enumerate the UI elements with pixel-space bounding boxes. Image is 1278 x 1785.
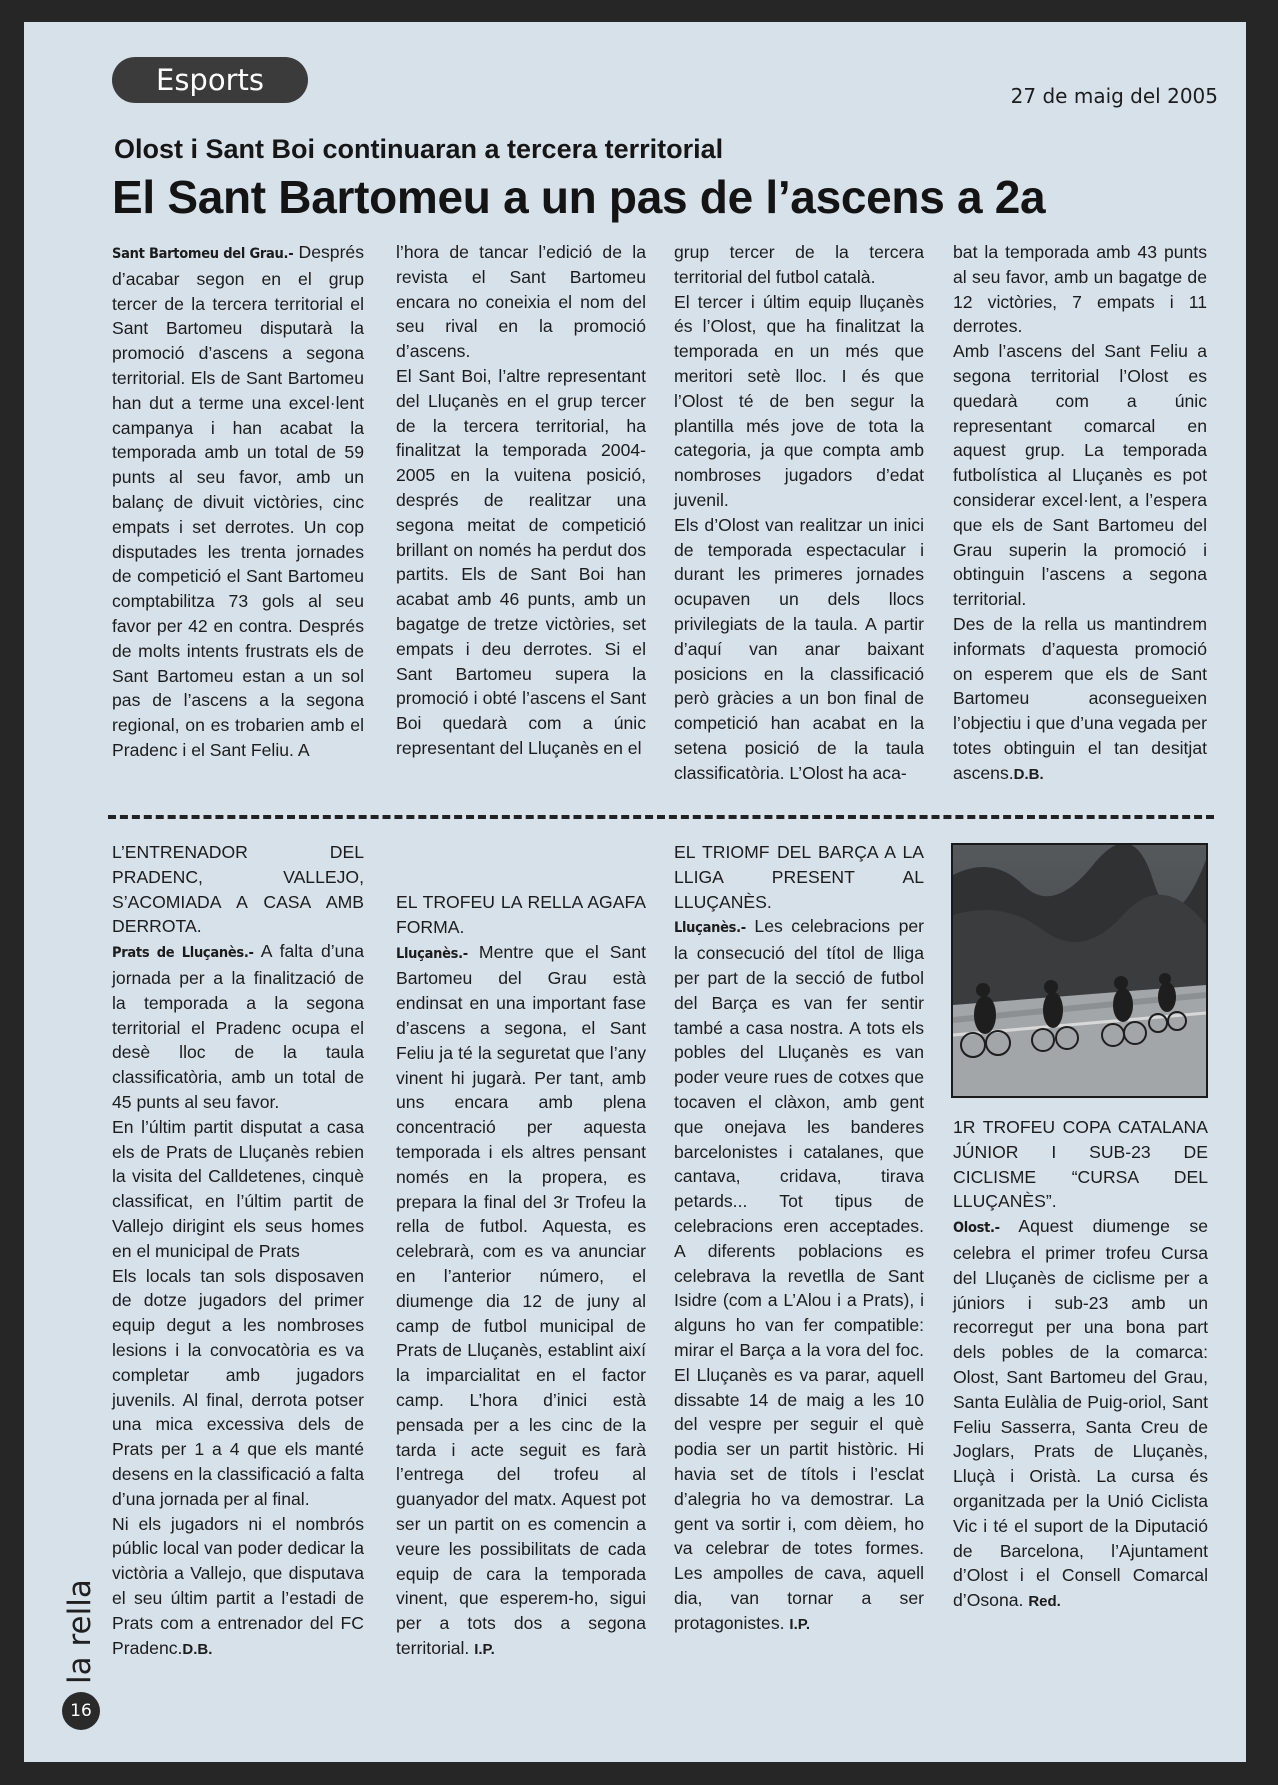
brief-barca xyxy=(674,840,924,1638)
main-article-paragraph: Des de la rella us mantindrem informats d’aquesta promoció on esperem que els de Sant Bartomeu aconsegueixen l’objectiu i que d’una vegada per totes obtinguin el tan desitjat ascens. xyxy=(953,613,1207,783)
brief-title: EL TROFEU LA RELLA AGAFA FORMA. xyxy=(396,892,646,937)
main-article-byline: Sant Bartomeu del Grau.- xyxy=(112,246,294,262)
issue-date: 27 de maig del 2005 xyxy=(1010,84,1218,108)
brief-signature: I.P. xyxy=(789,1615,810,1633)
main-article-paragraph: grup tercer de la tercera territorial del futbol català. xyxy=(674,242,924,287)
brief-byline: Lluçanès.- xyxy=(396,945,468,962)
main-article-column-3 xyxy=(674,240,924,786)
brief-text: Aquest diumenge se celebra el primer trofeu Cursa del Lluçanès de ciclisme per a júniors i sub-23 amb un recorregut per una bona part dels pobles de la comarca: Olost, Sant Bartomeu del Grau, Santa Eulàlia de Puig-oriol, Sant Feliu Sasserra, Santa Creu de Joglars, Prats de Lluçanès, Lluçà i Oristà. La cursa és organitzada per la Unió Ciclista Vic i té el suport de la Diputació de Barcelona, l’Ajuntament d’Olost i el Consell Comarcal d’Osona. xyxy=(953,1216,1208,1611)
main-article-column-4 xyxy=(953,240,1207,788)
main-article-paragraph: bat la temporada amb 43 punts al seu favor, amb un bagatge de 12 victòries, 7 empats i 11 derrotes. xyxy=(953,242,1207,337)
cyclists-image xyxy=(953,845,1206,1096)
brief-text: Les celebracions per la consecució del títol de lliga per part de la secció de futbol del Barça es van fer sentir també a casa nostra. A tots els pobles del Lluçanès es van poder veure rues de cotxes que tocaven el clàxon, amb gent que onejava les banderes barcelonistes i catalanes, que cantava, cridava, tirava petards... Tot tipus de celebracions eren acceptades. A diferents poblacions es celebrava la revetlla de Sant Isidre (com a L’Alou i a Prats), i alguns ho van fer compatible: mirar el Barça a la vora del foc. El Lluçanès es va parar, aquell dissabte 14 de maig a les 10 del vespre per seguir el què podia ser un partit històric. Hi havia set de títols i l’esclat d’alegria ho va demostrar. La gent va sortir i, com dèiem, ho va celebrar de totes formes. Les ampolles de cava, aquell dia, van tornar a ser protagonistes. xyxy=(674,916,924,1633)
brief-text: Mentre que el Sant Bartomeu del Grau està endinsat en una important fase d’ascens a segona, el Sant Feliu ja té la seguretat que l’any vinent hi jugarà. Per tant, amb uns encara amb plena concentració per aquesta temporada i els altres pensant només en la propera, es prepara la final del 3r Trofeu la rella de futbol. Aquesta, es celebrarà, com es va anunciar en l’anterior número, el diumenge dia 12 de juny al camp de futbol municipal de Prats de Lluçanès, establint així la imparcialitat en el factor camp. L’hora d’inici està pensada per a les cinc de la tarda i acte seguit es farà l’entrega del trofeu al guanyador del matx. Aquest pot ser un partit on es comencin a veure les possibilitats de cada equip de cara la temporada vinent, que esperem-ho, sigui per a tots dos a segona territorial. xyxy=(396,941,646,1658)
brief-text: Els locals tan sols disposaven de dotze jugadors del primer equip degut a les nombroses lesions i la convocatòria es va completar amb jugadors juvenils. Al final, derrota potser una mica excessiva dels de Prats per 1 a 4 que els manté desens en la classificació a falta d’una jornada per al final. xyxy=(112,1265,364,1509)
main-article-column-1 xyxy=(112,240,364,763)
brief-title: EL TRIOMF DEL BARÇA A LA LLIGA PRESENT AL LLUÇANÈS. xyxy=(674,842,924,912)
main-article-column-2 xyxy=(396,240,646,761)
brief-byline: Prats de Lluçanès.- xyxy=(112,945,254,962)
cycling-photo xyxy=(951,843,1208,1098)
article-kicker: Olost i Sant Boi continuaran a tercera territorial xyxy=(114,134,724,164)
newspaper-page xyxy=(24,22,1246,1762)
main-article-signature: D.B. xyxy=(1013,765,1044,783)
brief-byline: Olost.- xyxy=(953,1220,1000,1237)
brief-signature: I.P. xyxy=(474,1640,495,1658)
page-number: 16 xyxy=(62,1692,100,1730)
main-article-paragraph: Amb l’ascens del Sant Feliu a segona territorial l’Olost es quedarà com a únic representant comarcal en aquest grup. La temporada futbolística al Lluçanès es pot considerar excel·lent, a l’espera que els de Sant Bartomeu del Grau superin la promoció i obtinguin l’ascens a segona territorial. xyxy=(953,341,1207,610)
main-article-text: Després d’acabar segon en el grup tercer de la tercera territorial el Sant Bartomeu disputarà la promoció d’ascens a segona territorial. Els de Sant Bartomeu han dut a terme una excel·lent campanya i han acabat la temporada amb un total de 59 punts al seu favor, amb un balanç de divuit victòries, cinc empats i set derrotes. Un cop disputades les trenta jornades de competició el Sant Bartomeu comptabilitza 73 gols al seu favor per 42 en contra. Després de molts intents frustrats els de Sant Bartomeu estan a un sol pas de l’ascens a la segona regional, on es trobarien amb el Pradenc i el Sant Feliu. A xyxy=(112,242,365,760)
brief-signature: Red. xyxy=(1028,1593,1061,1611)
brief-byline: Lluçanès.- xyxy=(674,920,746,937)
brief-title: L’ENTRENADOR DEL PRADENC, VALLEJO, S’ACOMIADA A CASA AMB DERROTA. xyxy=(112,842,364,937)
brief-text: A falta d’una jornada per a la finalització de la temporada a la segona territorial el Pradenc ocupa el desè lloc de la taula classificatòria, amb un total de 45 punts al seu favor. xyxy=(112,941,365,1112)
magazine-name: la rella xyxy=(62,1579,98,1684)
main-article-paragraph: El Sant Boi, l’altre representant del Lluçanès en el grup tercer de la tercera territorial, ha finalitzat la temporada 2004-2005 en la vuitena posició, després de realitzar una segona meitat de competició brillant on només ha perdut dos partits. Els de Sant Boi han acabat amb 46 punts, amb un bagatge de tretze victòries, set empats i deu derrotes. Si el Sant Bartomeu supera la promoció i obté l’ascens el Sant Boi quedarà com a únic representant del Lluçanès en el xyxy=(396,365,646,758)
article-headline: El Sant Bartomeu a un pas de l’ascens a 2a xyxy=(112,171,1046,223)
brief-trofeu xyxy=(396,890,646,1663)
main-article-paragraph: l’hora de tancar l’edició de la revista el Sant Bartomeu encara no coneixia el nom del seu rival en la promoció d’ascens. xyxy=(396,242,646,362)
brief-text: En l’últim partit disputat a casa els de Prats de Lluçanès rebien la visita del Calldetenes, cinquè classificat, en l’últim partit de Vallejo dirigint els seus homes en el municipal de Prats xyxy=(112,1116,364,1261)
section-tag: Esports xyxy=(112,57,308,103)
section-divider xyxy=(108,815,1214,819)
brief-title: 1R TROFEU COPA CATALANA JÚNIOR I SUB-23 DE CICLISME “CURSA DEL LLUÇANÈS”. xyxy=(953,1117,1208,1212)
brief-text: Ni els jugadors ni el nombrós públic local van poder dedicar la victòria a Vallejo, que disputava el seu últim partit a l’estadi de Prats com a entrenador del FC Pradenc. xyxy=(112,1513,364,1658)
main-article-paragraph: El tercer i últim equip lluçanès és l’Olost, que ha finalitzat la temporada en un més que meritori setè lloc. I és que l’Olost té de ben segur la plantilla més jove de tota la categoria, ja que compta amb nombroses jugadors d’edat juvenil. xyxy=(674,291,924,510)
brief-signature: D.B. xyxy=(182,1640,213,1658)
main-article-paragraph: Els d’Olost van realitzar un inici de temporada espectacular i durant les primeres jornades ocupaven un dels llocs privilegiats de la taula. A partir d’aquí van anar baixant posicions en la classificació però gràcies a un bon final de competició han acabat en la setena posició de la taula classificatòria. L’Olost ha aca- xyxy=(674,514,924,783)
brief-pradenc xyxy=(112,840,364,1662)
brief-ciclisme xyxy=(953,1115,1208,1615)
